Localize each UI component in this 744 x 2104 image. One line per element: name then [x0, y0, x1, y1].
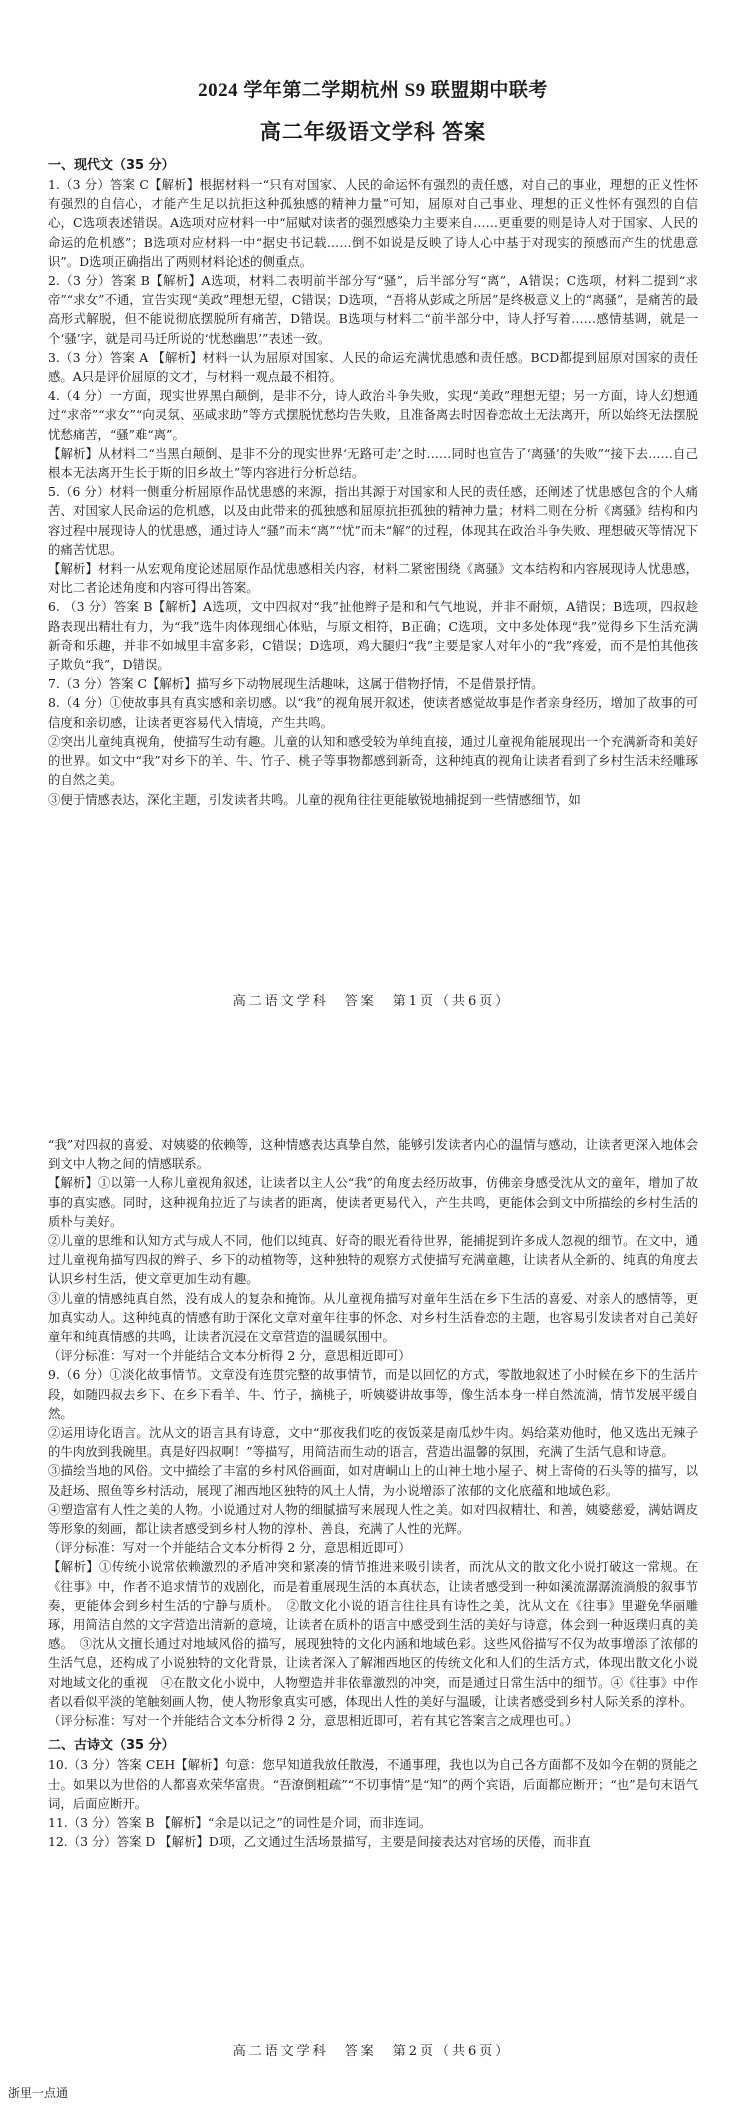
page-footer: 高二语文学科 答案 第1页（共6页）	[232, 994, 512, 1009]
page-2-paragraphs	[48, 1135, 698, 1730]
scoring-note: （评分标准：写对一个并能结合文本分析得 2 分，意思相近即可，若有其它答案言之成理也可。）	[48, 1713, 578, 1729]
answer-paragraph: 7.（3 分）答案 C【解析】描写乡下动物展现生活趣味，这属于借物抒情，不是借景抒情。	[48, 676, 544, 692]
section-heading-classical-text: 二、古诗文（35 分）	[48, 1738, 175, 1754]
answer-paragraph: ④塑造富有人性之美的人物。小说通过对人物的细腻描写来展现人性之美。如对四叔精壮、和善，姨婆慈爱，满姑调皮等形象的刻画，都让读者感受到乡村人物的淳朴、善良，充满了人性的光辉。	[48, 1501, 698, 1537]
answer-paragraph: 11.（3 分）答案 B 【解析】“余是以记之”的词性是介词，而非连词。	[48, 1814, 432, 1830]
answer-paragraph: 1.（3 分）答案 C【解析】根据材料一“只有对国家、人民的命运怀有强烈的责任感，对自己的事业，理想的正义性怀有强烈的自信心，才能产生足以抗拒这种孤独感的精神力量”可知，屈原对自己事业、理想的正义性怀有强烈的自信心，C选项表述错误。A选项对应材料一中“屈赋对读者的强烈感染力主要来自……更重要的则是诗人对于国家、人民的命运的危机感”；B选项对应材料一中“据史书记载……倒不如说是反映了诗人心中基于对现实的预感而产生的忧患意识”。D选项正确指出了两则材料论述的侧重点。	[48, 177, 698, 269]
exam-title: 2024 学年第二学期杭州 S9 联盟期中联考	[198, 80, 548, 101]
answer-paragraph: 12.（3 分）答案 D 【解析】D项，乙文通过生活场景描写，主要是间接表达对官场的厌倦，而非直	[48, 1834, 591, 1850]
answer-paragraph: 【解析】①传统小说常依赖激烈的矛盾冲突和紧凑的情节推进来吸引读者，而沈从文的散文化小说打破这一常规。在《往事》中，作者不追求情节的戏剧化，而是着重展现生活的本真状态，让读者感受到一种如溪流潺潺流淌般的叙事节奏，更能体会到乡村生活的宁静与质朴。 ②散文化小说的语言往往具有诗性之美，沈从文在《往事》里避免华丽雕琢，用简洁自然的文字营造出清新的意境，让读者在质朴的语言中感受到生活的美好与诗意，体会到一种返璞归真的美感。 ③沈从文擅长通过对地域风俗的描写，展现独特的文化内涵和地域色彩。这些风俗描写不仅为故事增添了浓郁的生活气息，还构成了小说独特的文化背景，让读者深入了解湘西地区的传统文化和人们的生活方式，体现出散文化小说对地域文化的重视 ④在散文化小说中，人物塑造并非依靠激烈的冲突，而是通过日常生活中的细节。④《往事》中作者以看似平淡的笔触刻画人物，使人物形象真实可感，体现出人性的美好与温暖，让读者感受到乡村人际关系的淳朴。	[48, 1559, 698, 1709]
answer-paragraph: 【解析】①以第一人称儿童视角叙述，让读者以主人公“我”的角度去经历故事，仿佛亲身感受沈从文的童年，增加了故事的真实感。同时，这种视角拉近了与读者的距离，使读者更易代入，产生共鸣，更能体会到文中所描绘的乡村生活的质朴与美好。	[48, 1175, 698, 1229]
page-2	[0, 1055, 744, 2104]
answer-paragraph: ②运用诗化语言。沈从文的语言具有诗意，文中“那夜我们吃的夜饭菜是南瓜炒牛肉。妈给菜劝他时，他又选出无辣子的牛肉放到我碗里。真是好四叔啊！”等描写，用简洁而生动的语言，营造出温馨的氛围，充满了生活气息和诗意。	[48, 1425, 698, 1460]
page-2-content	[48, 1135, 698, 1851]
scoring-note: （评分标准：写对一个并能结合文本分析得 2 分，意思相近即可）	[48, 1540, 411, 1556]
answer-paragraph: ③便于情感表达，深化主题，引发读者共鸣。儿童的视角往往更能敏锐地捕捉到一些情感细节，如	[48, 791, 581, 807]
answer-paragraph: ②突出儿童纯真视角，使描写生动有趣。儿童的认知和感受较为单纯直接，通过儿童视角能展现出一个充满新奇和美好的世界。如文中“我”对乡下的羊、牛、竹子、桃子等事物都感到新奇，这种纯真的视角让读者看到了乡村生活未经雕琢的自然之美。	[48, 733, 698, 788]
answer-paragraph: ③描绘当地的风俗。文中描绘了丰富的乡村风俗画面，如对唐峒山上的山神土地小屋子、树上寄倚的石头等的描写，以及赶场、照鱼等乡村活动，展现了湘西地区独特的风土人情，为小说增添了浓郁的文化底蕴和地域色彩。	[48, 1463, 698, 1498]
answer-paragraph: 6. （3 分）答案 B【解析】A选项，文中四叔对“我”扯他辫子是和和气气地说，并非不耐烦，A错误；B选项，四叔趁路表现出精壮有力，为“我”选牛肉体现细心体贴，与原文相符，B正确；C选项，文中多处体现“我”觉得乡下生活充满新奇和乐趣，并非不如城里丰富多彩，C错误；D选项，鸡大腿归“我”主要是家人对年小的“我”疼爱，而不是怕其他孩子欺负“我”，D错误。	[48, 599, 698, 673]
answer-paragraph: 4.（4 分）一方面，现实世界黑白颠倒，是非不分，诗人政治斗争失败，实现“美政”理想无望；另一方面，诗人幻想通过“求帝”“求女”“向灵氛、巫咸求助”等方式摆脱忧愁均告失败，且准备离去时因眷恋故土无法离开，所以始终无法摆脱忧愁痛苦，“骚”难“离”。	[48, 388, 698, 442]
answer-paragraph: “我”对四叔的喜爱、对姨婆的依赖等，这种情感表达真挚自然，能够引发读者内心的温情与感动，让读者更深入地体会到文中人物之间的情感联系。	[48, 1137, 698, 1172]
watermark-text: 浙里一点通	[8, 2086, 69, 2100]
answer-paragraph: 2.（3 分）答案 B【解析】A选项，材料二表明前半部分写“骚”，后半部分写“离”，A错误；C选项，材料二提到“求帝”“求女”不通，宣告实现“美政”理想无望，C错误；D选项，“吾将从彭咸之所居”是终极意义上的“离骚”，是痛苦的最高形式解脱，但不能说彻底摆脱所有痛苦，D错误。B选项与材料二“前半部分中，诗人抒写着……感情基调，就是一个‘骚’字，就是司马迁所说的‘忧愁幽思’”表述一致。	[48, 273, 698, 346]
answer-paragraph: 3.（3 分）答案 A 【解析】材料一认为屈原对国家、人民的命运充满忧患感和责任感。BCD都提到屈原对国家的责任感。A只是评价屈原的文才，与材料一观点最不相符。	[48, 349, 698, 385]
page-1-content	[48, 75, 698, 809]
answer-paragraph: 10.（3 分）答案 CEH【解析】句意：您早知道我放任散漫，不通事理，我也以为自己各方面都不及如今在朝的贤能之士。如果以为世俗的人都喜欢荣华富贵。“吾潦倒粗疏”“不切事情”是“知”的两个宾语，后面都应断开；“也”是句末语气词，后面应断开。	[48, 1757, 698, 1811]
answer-paragraph: 【解析】从材料二“当黑白颠倒、是非不分的现实世界‘无路可走’之时……同时也宣告了‘离骚’的失败”“接下去……自己根本无法离开生长于斯的旧乡故土”等内容进行分析总结。	[48, 445, 698, 481]
answer-paragraph: ③儿童的情感纯真自然，没有成人的复杂和掩饰。从儿童视角描写对童年生活在乡下生活的喜爱、对亲人的感情等，更加真实动人。这种纯真的情感有助于深化文章对童年往事的怀念、对乡村生活眷恋的主题，也容易引发读者对自己美好童年和纯真情感的共鸣，让读者沉浸在文章营造的温暖氛围中。	[48, 1290, 698, 1345]
page-1	[0, 0, 744, 1050]
answer-paragraph: 5.（6 分）材料一侧重分析屈原作品忧患感的来源，指出其源于对国家和人民的责任感，还阐述了忧患感包含的个人痛苦、对国家人民命运的危机感，以及由此带来的孤独感和屈原抗拒孤独的精神力量；材料二则在分析《离骚》结构和内容过程中展现诗人的忧患感，通过诗人“骚”而未“离”“忧”而未“解”的过程，体现其在政治斗争失败、理想破灭等情况下的痛苦忧思。	[48, 484, 698, 557]
answer-paragraph: 9.（6 分）①淡化故事情节。文章没有连贯完整的故事情节，而是以回忆的方式，零散地叙述了小时候在乡下的生活片段，如随四叔去乡下、在乡下看羊、牛、竹子，摘桃子，听姨婆讲故事等，像生活本身一样自然流淌，情节发展平缓自然。	[48, 1367, 698, 1421]
answer-paragraph: 【解析】材料一从宏观角度论述屈原作品忧患感相关内容，材料二紧密围绕《离骚》文本结构和内容展现诗人忧患感，对比二者论述角度和内容可得出答案。	[48, 561, 698, 596]
answer-paragraph: ②儿童的思维和认知方式与成人不同，他们以纯真、好奇的眼光看待世界，能捕捉到许多成人忽视的细节。在文中，通过儿童视角描写四叔的辫子、乡下的动植物等，这种独特的观察方式使描写充满童趣，让读者从全新的、纯真的角度去认识乡村生活，使文章更加生动有趣。	[48, 1233, 698, 1287]
page-footer: 高二语文学科 答案 第2页（共6页）	[232, 2044, 512, 2059]
section-heading-modern-text: 一、现代文（35 分）	[48, 158, 175, 173]
page-1-paragraphs	[48, 175, 698, 809]
exam-subtitle: 高二年级语文学科 答案	[259, 120, 487, 144]
page-2-paragraphs-classical	[48, 1755, 698, 1851]
scoring-note: （评分标准：写对一个并能结合文本分析得 2 分，意思相近即可）	[48, 1348, 411, 1364]
answer-paragraph: 8.（4 分）①使故事具有真实感和亲切感。以“我”的视角展开叙述，使读者感觉故事是作者亲身经历，增加了故事的可信度和亲切感，让读者更容易代入情境，产生共鸣。	[48, 695, 698, 730]
